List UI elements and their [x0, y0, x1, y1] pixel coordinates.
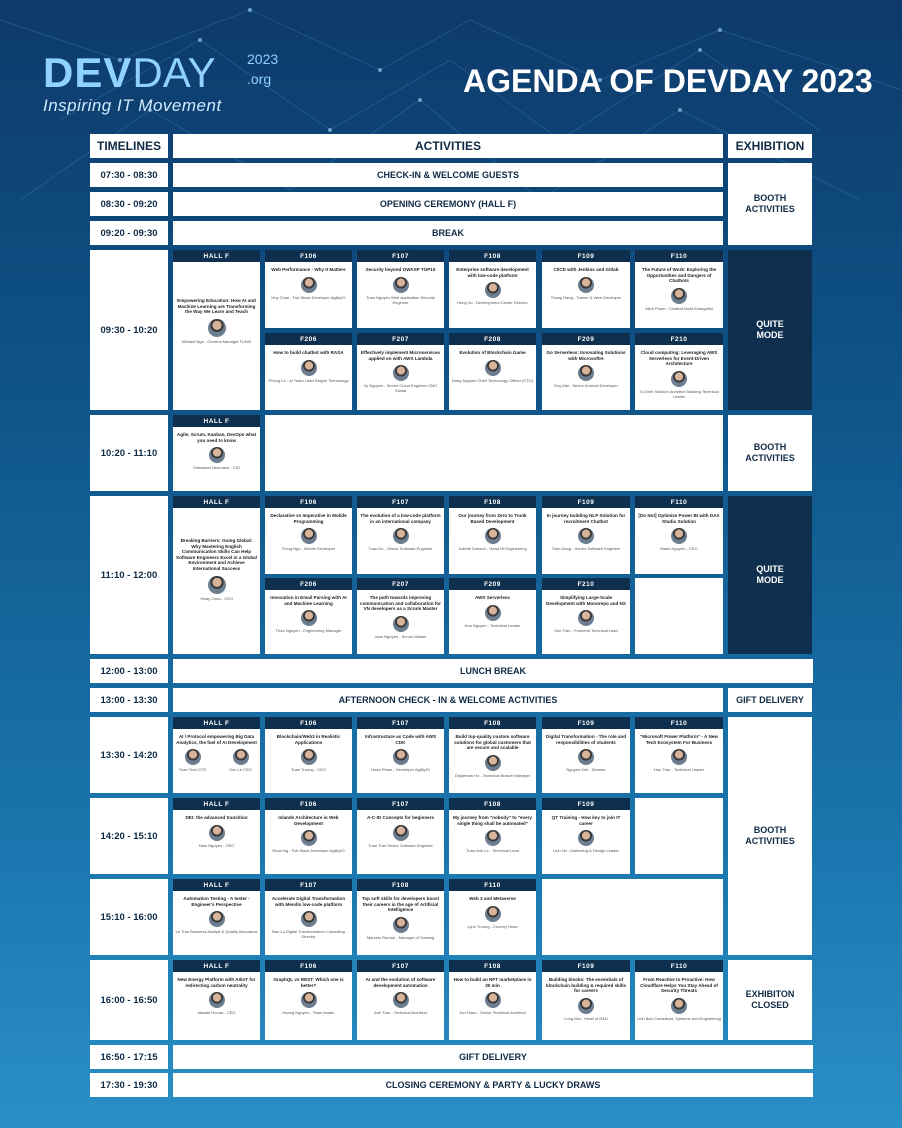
room-label: F108: [449, 250, 536, 262]
speaker-avatar: [578, 610, 594, 626]
speaker-name: Marcelo Roman - Manager of Training: [366, 934, 435, 940]
time-slot: 07:30 - 08:30: [90, 163, 168, 187]
speaker-name: Linh Ho - Marketing & Design Leader: [553, 848, 619, 854]
session-card[interactable]: [542, 578, 630, 654]
speaker-name: Nguyen Viet - Director: [566, 767, 606, 773]
room-label: F110: [635, 717, 723, 729]
page-title: AGENDA OF DEVDAY 2023: [463, 63, 873, 99]
speaker-avatar: [485, 605, 501, 621]
session-card[interactable]: [542, 717, 630, 793]
speaker-avatar: [301, 830, 317, 846]
session-card[interactable]: [173, 798, 260, 874]
speaker-avatar: [485, 360, 501, 376]
speaker-name: Hoang Nguyen - Team leader: [282, 1010, 335, 1016]
activity-checkin: CHECK-IN & WELCOME GUESTS: [173, 163, 723, 187]
speaker-avatar: [393, 365, 409, 381]
room-label: HALL F: [173, 798, 260, 810]
session-card[interactable]: [635, 333, 723, 410]
speaker-avatar: [393, 749, 409, 765]
time-slot: 11:10 - 12:00: [90, 496, 168, 654]
speaker-name: Tuan Anh Le - Technical Lead: [466, 848, 519, 854]
speaker-avatar: [301, 528, 317, 544]
room-label: HALL F: [173, 960, 260, 972]
speaker-name: Toan Dang - Senior Software Engineer: [551, 546, 621, 552]
activity-opening: OPENING CEREMONY (HALL F): [173, 192, 723, 216]
speaker-name: Tuan Tran CTO: [178, 767, 207, 773]
session-title: Blockchain/Web3 in Realistic Applications: [276, 734, 341, 745]
speaker-avatar: [485, 830, 501, 846]
room-label: F106: [265, 250, 352, 262]
session-card[interactable]: [173, 879, 260, 955]
session-title: Infrastructure as Code with AWS CDK: [364, 734, 437, 745]
speaker-avatar: [301, 911, 317, 927]
exhibition-booth: BOOTH ACTIVITIES: [728, 163, 812, 245]
session-card[interactable]: [173, 250, 260, 410]
speaker-name: Son Tran - Frontend Technical Lead: [554, 628, 618, 634]
session-title: CI/CD with Jenkins and Gitlab: [553, 267, 619, 272]
session-title: Top soft skills for developers boost their careers in the age of Artificial Intelligence: [361, 896, 440, 913]
activity-afternoon: AFTERNOON CHECK - IN & WELCOME ACTIVITIES: [173, 688, 723, 712]
room-label: F107: [265, 879, 352, 891]
room-label: HALL F: [173, 415, 260, 427]
session-card[interactable]: [265, 798, 352, 874]
session-card[interactable]: [542, 960, 630, 1040]
session-title: Automation Testing - A tester - Engineer's Perspective: [183, 896, 250, 907]
session-card[interactable]: [449, 717, 536, 793]
room-label: F108: [357, 879, 444, 891]
speaker-avatar: [578, 528, 594, 544]
room-label: HALL F: [173, 879, 260, 891]
session-card[interactable]: [265, 960, 352, 1040]
speaker-name: Tuan Nguyen Web application Security Engineer: [366, 294, 435, 305]
speaker-avatar: [485, 282, 501, 298]
session-title: Building blocks: The essentials of blockchain building & required skills for careers: [545, 977, 627, 994]
speaker-name: Minh Pham - Chatbot Build Evangelist: [645, 305, 713, 311]
speaker-name: Dejaeman Ho - Technical Branch Manager: [454, 772, 531, 778]
activity-closing: CLOSING CEREMONY & PARTY & LUCKY DRAWS: [173, 1073, 813, 1097]
session-card[interactable]: [265, 250, 352, 328]
room-label: F106: [265, 798, 352, 810]
session-card[interactable]: [449, 333, 536, 410]
speaker-name: Vo Tran Business Analyst & Quality Assurance: [175, 929, 258, 935]
session-title: Innovation in Email Parsing with AI and Machine Learning: [270, 595, 347, 606]
speaker-avatar: [578, 998, 594, 1014]
session-card[interactable]: [635, 960, 723, 1040]
session-card[interactable]: [357, 798, 444, 874]
speaker-name: Linh Bao Consultant, Systems and Engineering: [637, 1015, 721, 1021]
speaker-name: Jane Nguyen - Scrum Master: [374, 633, 427, 639]
session-title: AWS Serverless: [475, 595, 510, 600]
room-label: F110: [635, 960, 723, 972]
session-card[interactable]: [449, 578, 536, 654]
speaker-avatar: [671, 998, 687, 1014]
session-title: Web 3 and Metaverse: [469, 896, 516, 901]
room-label: F208: [449, 333, 536, 345]
time-slot: 08:30 - 09:20: [90, 192, 168, 216]
speaker-avatar: [578, 830, 594, 846]
speaker-name: Lynn Truong - Country Head: [467, 923, 518, 929]
session-card[interactable]: [542, 333, 630, 410]
room-label: F107: [357, 496, 444, 508]
speaker-name: Thao Nguyen - Engineering Manager: [275, 628, 342, 634]
session-title: [Do Not] Optimize Power BI with DAX Studio Solution: [638, 513, 720, 524]
time-slot: 12:00 - 13:00: [90, 659, 168, 683]
speaker-name: Hoa Nguyen - Technical Leader: [464, 622, 521, 628]
session-title: "Microsoft Power Platform" - A New Tech Ecosystem For Business: [640, 734, 718, 745]
speaker-avatar: [671, 371, 687, 387]
session-title: A-C-ID Concepts for beginners: [366, 815, 435, 820]
speaker-name: Huy Chau - Full-Stack Developer AgilityIO: [271, 294, 346, 300]
session-title: Web Performance - Why It Matters: [271, 267, 346, 272]
session-card[interactable]: [173, 717, 260, 793]
speaker-avatar: [208, 319, 226, 337]
session-title: How to build an NFT marketplace in 30 min: [453, 977, 532, 988]
speaker-avatar: [233, 749, 249, 765]
session-title: My journey from "nobody" to "every single thing shall be automated": [452, 815, 533, 826]
session-card[interactable]: [357, 333, 444, 410]
room-label: F206: [265, 578, 352, 590]
session-title: From Reactive to Proactive: How Cloudflare Helps You Stay Ahead of Security Threats: [640, 977, 718, 994]
speaker-avatar: [301, 749, 317, 765]
exhibition-quite-mode: QUITE MODE: [728, 496, 812, 654]
session-card[interactable]: [449, 960, 536, 1040]
speaker-avatar: [301, 277, 317, 293]
session-card[interactable]: [357, 496, 444, 574]
speaker-name: Bao Lu Digital Transformation Consulting Director: [272, 929, 345, 940]
time-slot: 17:30 - 19:30: [90, 1073, 168, 1097]
room-label: HALL F: [173, 250, 260, 262]
session-card[interactable]: [542, 250, 630, 328]
empty-slot: [635, 578, 723, 654]
session-title: Go Serverless: Innovating Solutions with Microsoftre: [546, 350, 626, 361]
header-exhibition: EXHIBITION: [728, 134, 812, 158]
speaker-name: Vinay Chau - CEO: [200, 595, 233, 601]
room-label: F210: [542, 578, 630, 590]
exhibition-gift: GIFT DELIVERY: [728, 688, 812, 712]
logo-org: .org: [247, 71, 272, 87]
speaker-avatar: [209, 447, 225, 463]
room-label: F108: [449, 798, 536, 810]
session-title: Declarative vs Imperative in Mobile Programming: [270, 513, 347, 524]
session-title: Our journey from Zero to Trunk Based Development: [458, 513, 527, 524]
time-slot: 13:00 - 13:30: [90, 688, 168, 712]
session-title: The Future of Work: Exploring the Opportunities and Dangers of Chatbots: [641, 267, 717, 284]
time-slot: 13:30 - 14:20: [90, 717, 168, 793]
empty-slot: [265, 415, 723, 491]
session-card[interactable]: [357, 717, 444, 793]
session-card[interactable]: [265, 578, 352, 654]
session-card[interactable]: [542, 496, 630, 574]
speaker-avatar: [671, 288, 687, 304]
speaker-avatar: [485, 528, 501, 544]
room-label: HALL F: [173, 717, 260, 729]
empty-slot: [542, 879, 723, 955]
session-card[interactable]: [449, 798, 536, 874]
session-card[interactable]: [449, 250, 536, 328]
speaker-avatar: [671, 528, 687, 544]
speaker-name: Juliette Dobson - Head Of Engineering: [458, 546, 527, 552]
speaker-name: Tuan Tran Senior Software Engineer: [368, 842, 433, 848]
room-label: HALL F: [173, 496, 260, 508]
session-card[interactable]: [357, 879, 444, 955]
exhibition-quite-mode: QUITE MODE: [728, 250, 812, 410]
session-title: Evolution of Blockchain Game: [459, 350, 526, 355]
speaker-name: Jon Hoan - Senior Technical Architect: [459, 1010, 526, 1016]
room-label: F107: [357, 250, 444, 262]
speaker-name: Phong Le - AI Team Lead Saigon Technology: [268, 377, 349, 383]
session-title: GraphQL vs REST: Which one is better?: [273, 977, 344, 988]
speaker-name: Nam Nguyen - CEO: [198, 842, 235, 848]
session-card[interactable]: [357, 578, 444, 654]
exhibition-closed: EXHIBITON CLOSED: [728, 960, 812, 1040]
speaker-name: Thang Dang - Trainer & Web Developer: [550, 294, 622, 300]
session-title: Agile, Scrum, Kanban, DevOps what you need to know: [176, 432, 257, 443]
session-card[interactable]: [357, 250, 444, 328]
speaker-avatar: [671, 749, 687, 765]
session-card[interactable]: [635, 250, 723, 328]
session-title: QT Training - How key to join IT career: [551, 815, 621, 826]
devday-logo: [43, 49, 279, 116]
speaker-avatar: [393, 992, 409, 1008]
speaker-avatar: [393, 825, 409, 841]
session-title: Accelerate Digital Transformation with Mendix low-code platform: [271, 896, 346, 907]
room-label: F207: [357, 333, 444, 345]
speaker-name: Dang Nguyen Chief Technology Officer (CTO): [451, 377, 534, 383]
session-title: AI and the evolution of software development automation: [365, 977, 436, 988]
speaker-name: Tuan Truong - CEO: [291, 767, 326, 773]
session-title: DEI: the advanced transition: [185, 815, 248, 820]
speaker-name: Hung Vo - Development Center Director: [457, 300, 528, 306]
speaker-avatar: [209, 825, 225, 841]
time-slot: 16:00 - 16:50: [90, 960, 168, 1040]
session-card[interactable]: [635, 496, 723, 574]
room-label: F109: [542, 960, 630, 972]
room-label: F210: [635, 333, 723, 345]
speaker-name: Anh Tran - Technical Architect: [374, 1010, 427, 1016]
time-slot: 14:20 - 15:10: [90, 798, 168, 874]
session-card[interactable]: [449, 496, 536, 574]
session-title: Empowering Education: How AI and Machine Learning are Transforming the Way We Learn and Teach: [177, 298, 256, 315]
speaker-name: Tu Dinh Solution Architect Banking Technical Leader: [639, 388, 719, 399]
session-title: In journey building NLP Solution for recruitment Chatbot: [546, 513, 626, 524]
session-title: Digital Transformation - The role and responsibilities of students: [545, 734, 627, 745]
speaker-name: Long Mai - Head of R&D: [564, 1015, 608, 1021]
logo-year: 2023: [247, 51, 279, 67]
speaker-name: Sebastian Neumann - CIO: [193, 465, 240, 471]
time-slot: 09:30 - 10:20: [90, 250, 168, 410]
speaker-avatar: [185, 749, 201, 765]
speaker-name: Masaki Honda - CEO: [197, 1010, 236, 1016]
speaker-avatar: [301, 360, 317, 376]
time-slot: 15:10 - 16:00: [90, 879, 168, 955]
exhibition-booth: BOOTH ACTIVITIES: [728, 415, 812, 491]
logo-tagline: Inspiring IT Movement: [43, 96, 222, 115]
header-timelines: TIMELINES: [90, 134, 168, 158]
session-card[interactable]: [542, 798, 630, 874]
room-label: F107: [357, 798, 444, 810]
speaker-avatar: [485, 906, 501, 922]
session-title: Effectively implement Microservices applied on with AWS Lambda: [360, 350, 441, 361]
activity-lunch: LUNCH BREAK: [173, 659, 813, 683]
room-label: F206: [265, 333, 352, 345]
speaker-name: Tuan Do - Senior Software Engineer: [368, 546, 433, 552]
speaker-avatar: [393, 616, 409, 632]
session-card[interactable]: [173, 496, 260, 654]
speaker-avatar: [209, 911, 225, 927]
speaker-avatar: [393, 277, 409, 293]
session-title: The evolution of a low-code platform in an international company: [360, 513, 441, 524]
room-label: F109: [542, 717, 630, 729]
session-title: Simplifying Large-Scale Development with Monorepo and NX: [546, 595, 626, 606]
speaker-name: Manh Nguyen - CEO: [660, 546, 698, 552]
time-slot: 16:50 - 17:15: [90, 1045, 168, 1069]
session-title: Security beyond OWASP TOP10: [365, 267, 436, 272]
room-label: F110: [635, 496, 723, 508]
room-label: F106: [265, 717, 352, 729]
room-label: F110: [449, 879, 536, 891]
room-label: F106: [265, 960, 352, 972]
room-label: F108: [449, 717, 536, 729]
time-slot: 10:20 - 11:10: [90, 415, 168, 491]
speaker-avatar: [578, 749, 594, 765]
session-title: New Energy Platform with AI/IoT for redirecting carbon neutrality: [177, 977, 256, 988]
session-title: How to build chatbot with RASA: [273, 350, 344, 355]
speaker-avatar: [485, 992, 501, 1008]
speaker-name: Trung Ngo - Mobile Developer: [281, 546, 336, 552]
session-card[interactable]: [635, 717, 723, 793]
session-card[interactable]: [265, 879, 352, 955]
speaker-name: Huan Pham - Developer AgilityIO: [371, 767, 430, 773]
session-card[interactable]: [357, 960, 444, 1040]
speaker-avatar: [393, 917, 409, 933]
room-label: F107: [357, 717, 444, 729]
room-label: F209: [542, 333, 630, 345]
session-card[interactable]: [265, 717, 352, 793]
session-card[interactable]: [265, 496, 352, 574]
session-title: Breaking Barriers: Going Global: Why Mastering English Communication Skills Can Help Software Engineers Excel in a Global Environment and Achieve International Success: [176, 538, 257, 571]
logo-dev: DEV: [43, 49, 133, 96]
activity-gift: GIFT DELIVERY: [173, 1045, 813, 1069]
activity-break: BREAK: [173, 221, 723, 245]
room-label: F109: [542, 496, 630, 508]
speaker-avatar: [393, 528, 409, 544]
speaker-avatar: [208, 576, 226, 594]
speaker-avatar: [578, 365, 594, 381]
speaker-name: Nhan Ng - Full-Stack Developer AgilityIO: [272, 848, 345, 854]
speaker-avatar: [485, 755, 501, 771]
speaker-avatar: [301, 610, 317, 626]
speaker-avatar: [301, 992, 317, 1008]
time-slot: 09:20 - 09:30: [90, 221, 168, 245]
speaker-name: Hau Tran - Technical Leader: [653, 767, 705, 773]
session-card[interactable]: [173, 415, 260, 491]
session-title: Build top-quality custom software solutions for global customers that are secure and scalable: [454, 734, 531, 751]
session-title: AI / Protocol empowering Big Data Analytics, the fuel of AI Development: [176, 734, 257, 745]
room-label: F108: [449, 960, 536, 972]
header-activities: ACTIVITIES: [173, 134, 723, 158]
session-title: Enterprise software development with low-code platform: [456, 267, 529, 278]
room-label: F109: [542, 250, 630, 262]
logo-day: DAY: [132, 49, 216, 96]
session-title: Cloud computing: Leveraging AWS Serverless for Event-Driven Architecture: [640, 350, 718, 367]
speaker-group: [173, 745, 260, 772]
speaker-name: Vy Nguyen - Senior Cloud Engineer CMC Global: [363, 383, 438, 394]
room-label: F108: [449, 496, 536, 508]
session-card[interactable]: [449, 879, 536, 955]
session-title: Islands Architecture in Web Development: [278, 815, 339, 826]
room-label: F209: [449, 578, 536, 590]
room-label: F207: [357, 578, 444, 590]
room-label: F107: [357, 960, 444, 972]
speaker-avatar: [209, 992, 225, 1008]
session-card[interactable]: [173, 960, 260, 1040]
empty-slot: [635, 798, 723, 874]
exhibition-booth: BOOTH ACTIVITIES: [728, 717, 812, 955]
speaker-name: Duy Mai - Senior Android Developer: [554, 383, 618, 389]
speaker-name: Son Le CEO: [229, 767, 252, 773]
session-card[interactable]: [265, 333, 352, 410]
room-label: F109: [542, 798, 630, 810]
speaker-name: Michael Ngo - General Manager FUNiX: [181, 338, 252, 344]
room-label: F106: [265, 496, 352, 508]
session-title: The path towards improving communication and collaboration for VN developers as a Scrum Master: [360, 595, 441, 612]
room-label: F110: [635, 250, 723, 262]
speaker-avatar: [578, 277, 594, 293]
